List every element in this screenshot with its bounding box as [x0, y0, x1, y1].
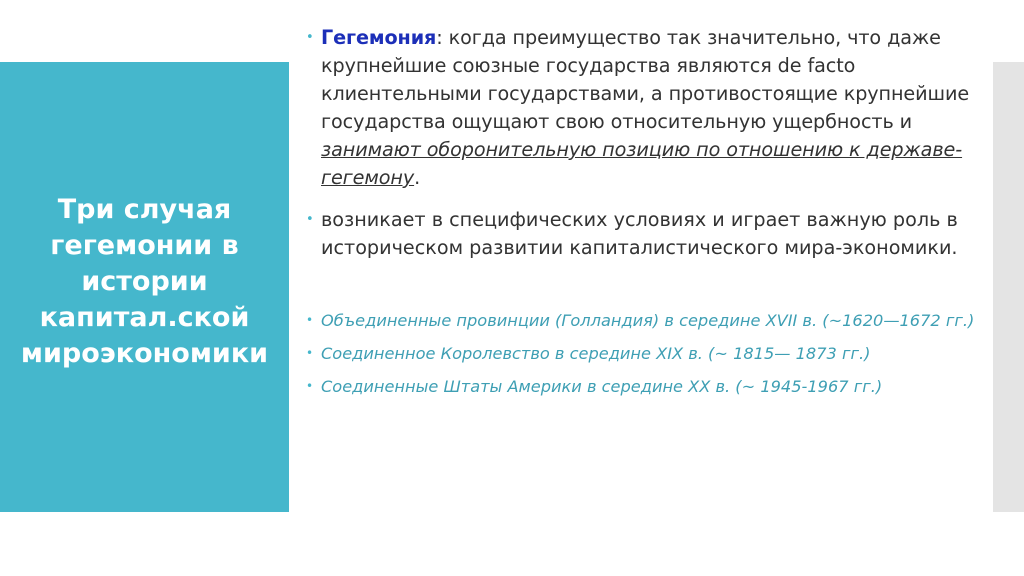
definition-text: : когда преимущество так значительно, что даже крупнейшие союзные государства являются de facto клиентельными государствами, а противостоящие крупнейшие государства ощущают свою относительную ущербность и — [321, 26, 970, 133]
right-decorative-bar — [993, 62, 1024, 512]
case-item-uk — [304, 341, 994, 366]
title-line: гегемонии в — [50, 230, 239, 261]
title-line: капитал.ской — [39, 302, 250, 333]
title-line: истории — [81, 266, 208, 297]
bullet-icon: • — [306, 30, 314, 45]
title-line: Три случая — [57, 194, 232, 225]
definition-underlined: занимают оборонительную позицию по отношению к державе-гегемону — [321, 138, 963, 189]
case-item-netherlands — [304, 308, 994, 333]
title-panel — [0, 62, 289, 512]
case-item-usa — [304, 374, 994, 399]
case-text: Соединенные Штаты Америки в середине XX в. (~ 1945-1967 гг.) — [321, 377, 883, 396]
hegemony-cases-list — [304, 308, 994, 399]
title-line: мироэкономики — [20, 338, 269, 369]
definition-term: Гегемония — [321, 26, 437, 49]
slide-title — [15, 192, 275, 372]
slide-content — [304, 24, 994, 407]
definition-bullet — [304, 24, 994, 192]
bullet-icon: • — [306, 346, 314, 360]
second-bullet — [304, 206, 994, 262]
definition-end: . — [414, 166, 421, 189]
bullet-icon: • — [306, 379, 314, 393]
second-point-text: возникает в специфических условиях и играет важную роль в историческом развитии капиталистического мира-экономики. — [321, 208, 958, 259]
case-text: Объединенные провинции (Голландия) в середине XVII в. (~1620—1672 гг.) — [321, 311, 975, 330]
case-text: Соединенное Королевство в середине XIX в. (~ 1815— 1873 гг.) — [321, 344, 871, 363]
bullet-icon: • — [306, 212, 314, 227]
bullet-icon: • — [306, 313, 314, 327]
